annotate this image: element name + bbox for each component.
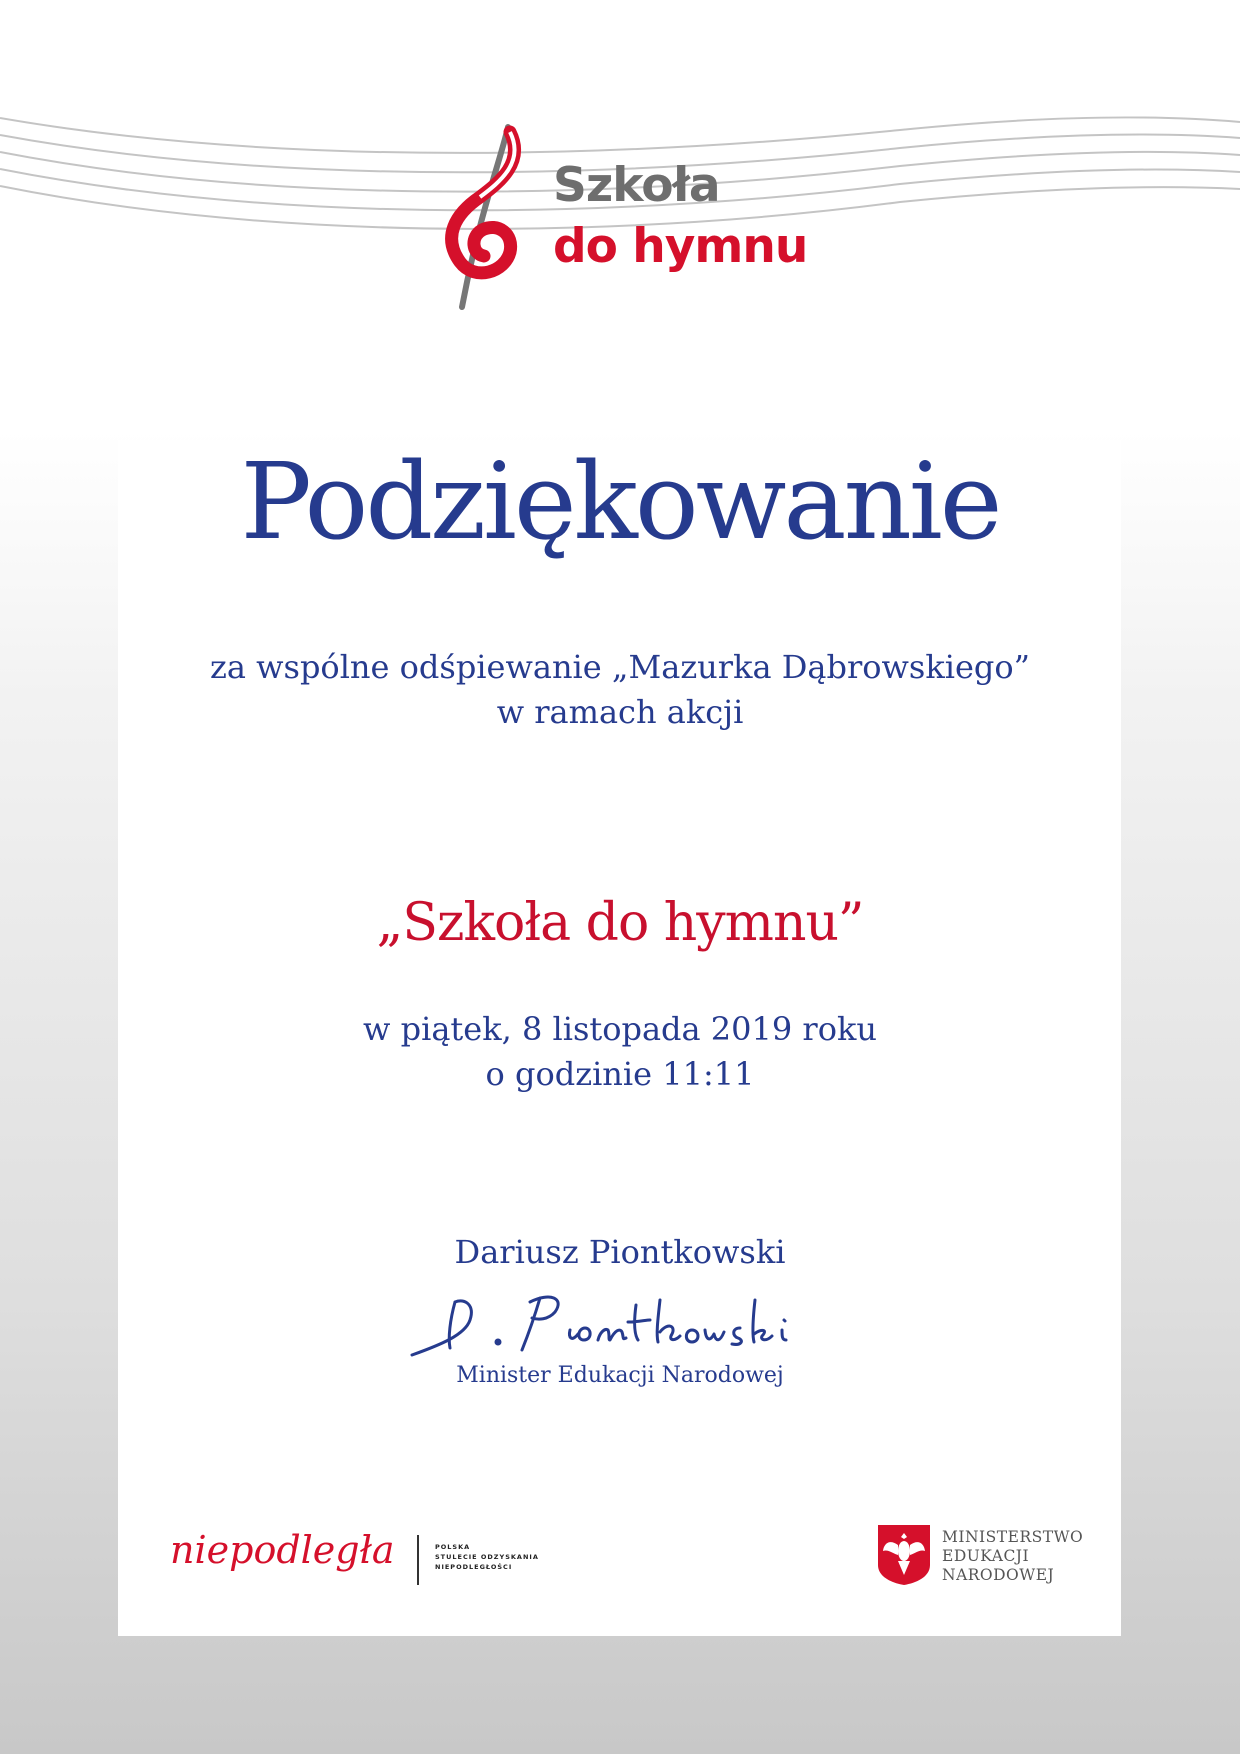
subtitle-line-1: za wspólne odśpiewanie „Mazurka Dąbrowskiego” <box>210 648 1030 686</box>
logo-text-line2: do hymnu <box>553 219 808 274</box>
ministry-name-line3: NARODOWEJ <box>942 1566 1055 1584</box>
niepodlegla-wordmark: niepodległa <box>170 1528 395 1572</box>
niepodlegla-logo <box>165 1515 410 1585</box>
niepodlegla-caption-line1: POLSKA <box>435 1543 471 1551</box>
ministry-name-line1: MINISTERSTWO <box>942 1528 1084 1546</box>
ministry-name <box>942 1528 1083 1585</box>
signer-name: Dariusz Piontkowski <box>454 1233 786 1271</box>
campaign-name: „Szkoła do hymnu” <box>376 893 864 953</box>
footer-divider <box>417 1535 419 1585</box>
signature <box>410 1290 820 1360</box>
date-line-2: o godzinie 11:11 <box>485 1055 755 1093</box>
date-line-1: w piątek, 8 listopada 2019 roku <box>363 1010 877 1048</box>
polish-eagle-emblem-icon <box>878 1525 930 1585</box>
niepodlegla-caption-line2: STULECIE ODZYSKANIA <box>435 1553 539 1561</box>
subtitle-line-2: w ramach akcji <box>496 693 744 731</box>
niepodlegla-caption <box>435 1542 539 1572</box>
certificate-title: Podziękowanie <box>240 440 1000 563</box>
signer-role: Minister Edukacji Narodowej <box>456 1363 784 1388</box>
niepodlegla-caption-line3: NIEPODLEGŁOŚCI <box>435 1563 513 1571</box>
ministry-name-line2: EDUKACJI <box>942 1547 1030 1565</box>
treble-clef-ribbon-icon <box>440 122 530 312</box>
logo-text-line1: Szkoła <box>553 158 720 213</box>
